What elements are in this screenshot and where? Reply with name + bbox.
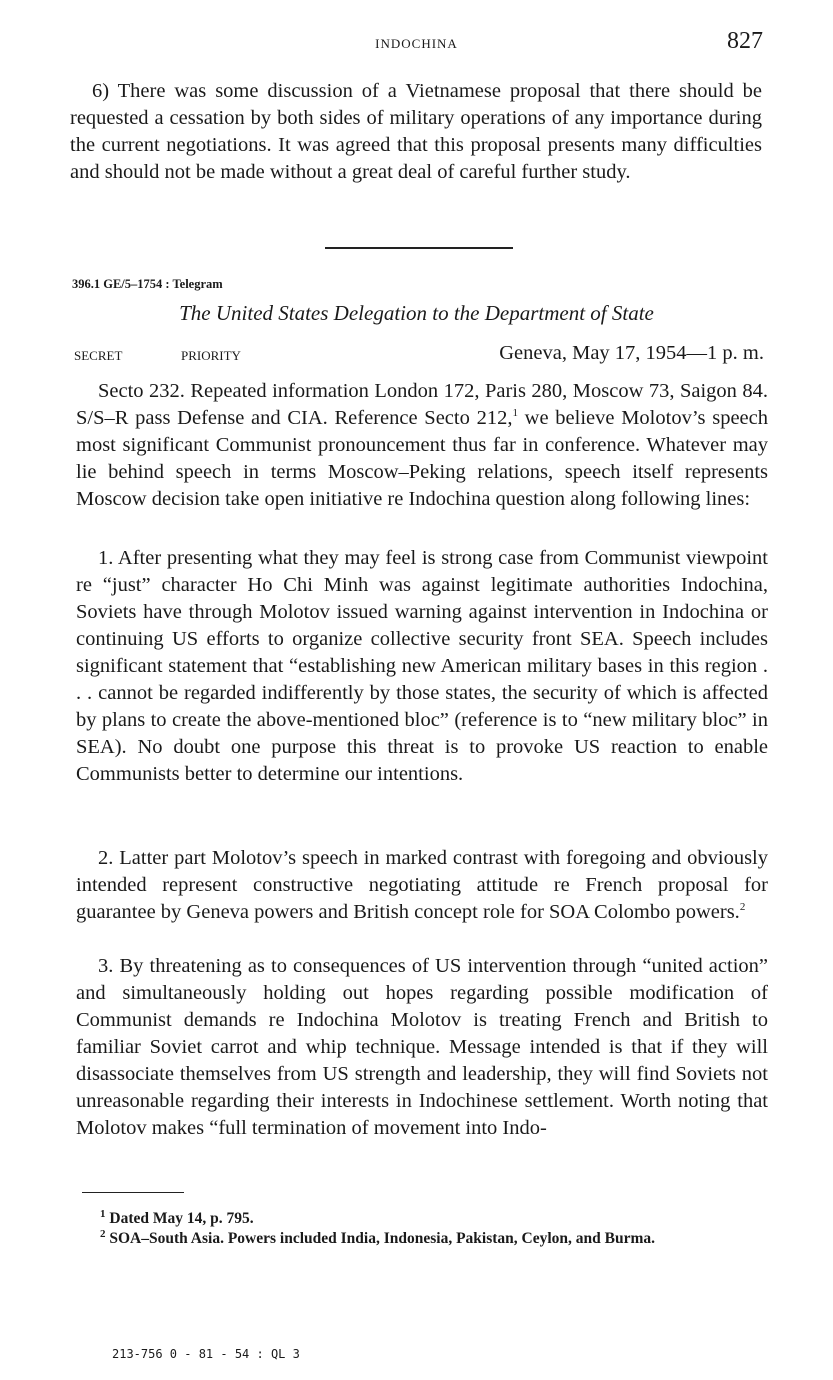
- section-divider: [325, 247, 513, 249]
- footnote-ref-1: 1: [512, 407, 518, 420]
- footnote-2: [82, 1229, 772, 1249]
- footnote-ref-2: 2: [739, 901, 746, 914]
- document-title: The United States Delegation to the Department of State: [179, 301, 654, 325]
- file-reference: 396.1 GE/5–1754 : Telegram: [72, 277, 223, 291]
- printer-code: 213-756 0 - 81 - 54 : QL 3: [112, 1347, 300, 1361]
- point-1-paragraph: 1. After presenting what they may feel is strong case from Communist viewpoint re “just” character Ho Chi Minh was against legitimate authorities Indochina, Soviets have through Molotov issued warning against intervention in Indochina or continuing US efforts to organize collective security front SEA. Speech includes significant statement that “establishing new American military bases in this region . . . cannot be regarded indifferently by those states, the security of which is affected by plans to create the above-mentioned bloc” (reference is to “new military bloc” in SEA). No doubt one purpose this threat is to provoke US reaction to enable Communists better to determine our intentions.: [76, 547, 768, 785]
- intro-text-a: Secto 232. Repeated information London 172, Paris 280, Moscow 73, Saigon 84. S/S–R pass Defense and CIA. Reference Secto 212,: [76, 380, 768, 429]
- footnote-1-mark: 1: [100, 1207, 106, 1220]
- intro-text-b: we believe Molotov’s speech most significant Communist pronouncement thus far in conference. Whatever may lie behind speech in terms Moscow–Peking relations, speech itself represents Moscow decision take open initiative re Indochina question along following lines:: [76, 407, 768, 510]
- point-3-paragraph: 3. By threatening as to consequences of US intervention through “united action” and simultaneously holding out hopes regarding possible modification of Communist demands re Indochina Molotov is treating French and British to familiar Soviet carrot and whip technique. Message intended is that if they will disassociate themselves from US strength and leadership, they will find Soviets not unreasonable regarding their interests in Indochinese settlement. Worth noting that Molotov makes “full termination of movement into Indo-: [76, 955, 768, 1139]
- classification-row: [74, 342, 764, 372]
- footnote-1: [82, 1209, 772, 1229]
- place-date: Geneva, May 17, 1954—1 p. m.: [499, 342, 764, 364]
- footnote-2-text: SOA–South Asia. Powers included India, Indonesia, Pakistan, Ceylon, and Burma.: [105, 1230, 656, 1247]
- classification-label: SECRET: [74, 348, 123, 363]
- footnote-1-text: Dated May 14, p. 795.: [105, 1210, 254, 1227]
- point-2-text: 2. Latter part Molotov’s speech in marked contrast with foregoing and obviously intended represent constructive negotiating attitude re French proposal for guarantee by Geneva powers and British concept role for SOA Colombo powers.: [76, 847, 768, 923]
- running-title: INDOCHINA: [375, 36, 458, 51]
- page-number: 827: [727, 28, 763, 54]
- priority-label: PRIORITY: [181, 348, 241, 363]
- footnote-2-mark: 2: [100, 1227, 106, 1240]
- point-2-paragraph: [76, 845, 768, 926]
- footnote-divider: [82, 1192, 184, 1193]
- continued-paragraph: 6) There was some discussion of a Vietnamese proposal that there should be requested a cessation by both sides of military operations of any importance during the current negotiations. It was agreed that this proposal presents many difficulties and should not be made without a great deal of careful further study.: [70, 80, 762, 183]
- footnotes: [82, 1209, 772, 1249]
- intro-paragraph: [76, 378, 768, 513]
